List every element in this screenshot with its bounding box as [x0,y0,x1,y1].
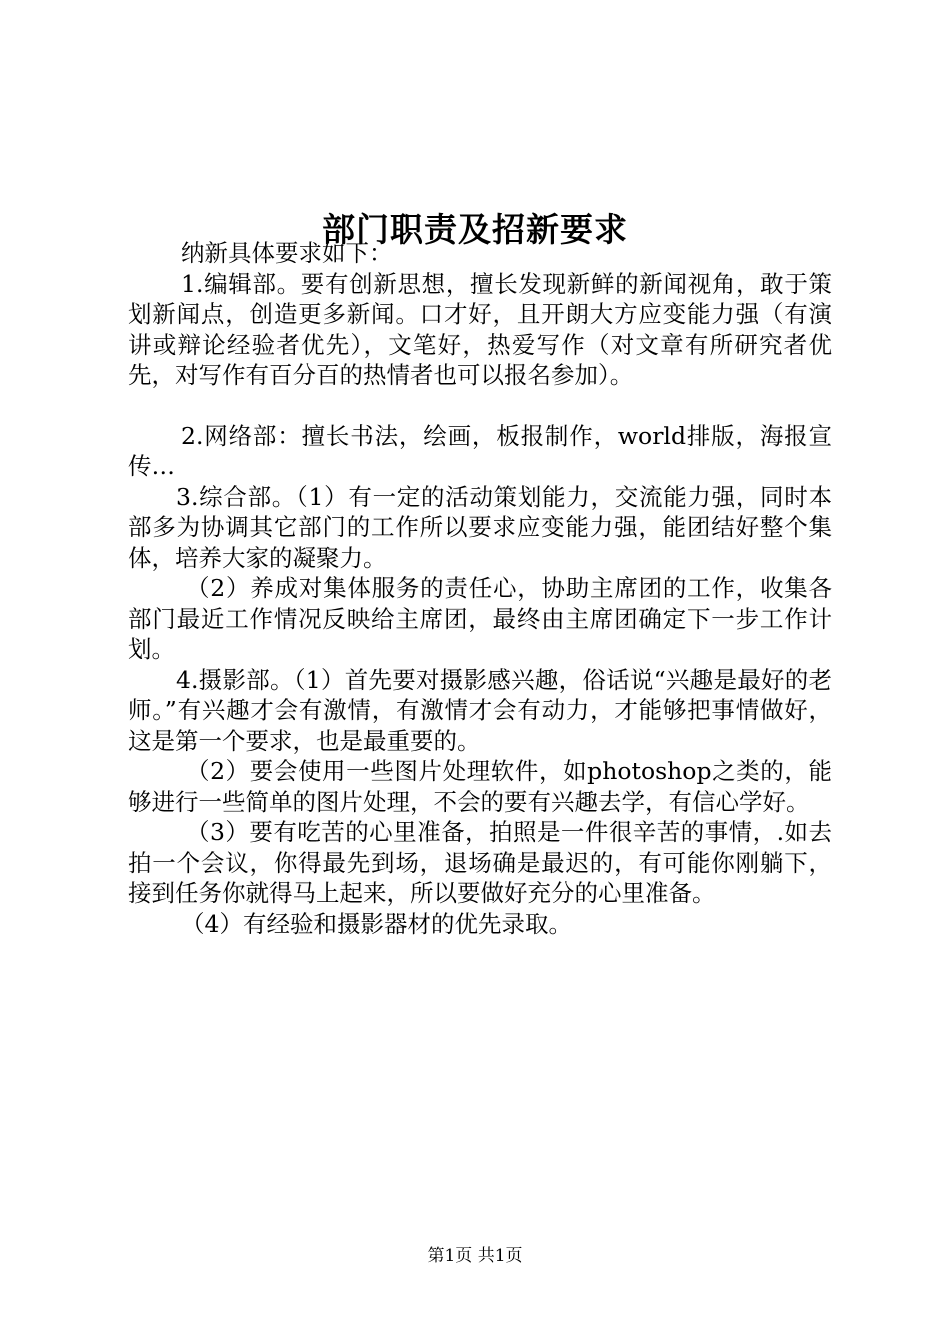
photo-dept-paragraph: 4.摄影部。（1）首先要对摄影感兴趣，俗话说“兴趣是最好的老师。”有兴趣才会有激情，有激情才会有动力，才能够把事情做好，这是第一个要求，也是最重要的。 [128,665,832,755]
document-title: 部门职责及招新要求 [322,210,628,250]
photo-dept-item-3: （3）要有吃苦的心里准备，拍照是一件很辛苦的事情，.如去拍一个会议，你得最先到场，退场确是最迟的，有可能你刚躺下，接到任务你就得马上起来，所以要做好充分的心里准备。 [128,818,832,907]
network-dept-paragraph: 2.网络部：擅长书法，绘画，板报制作，world排版，海报宣传… [128,421,832,480]
general-dept-item-2: （2）养成对集体服务的责任心，协助主席团的工作，收集各部门最近工作情况反映给主席团，最终由主席团确定下一步工作计划。 [128,574,832,663]
photo-dept-item-4: （4）有经验和摄影器材的优先录取。 [181,909,572,938]
photo-dept-item-2: （2）要会使用一些图片处理软件，如photoshop之类的，能够进行一些简单的图片处理，不会的要有兴趣去学，有信心学好。 [128,757,832,816]
editing-dept-paragraph: 1.编辑部。要有创新思想，擅长发现新鲜的新闻视角，敢于策划新闻点，创造更多新闻。口才好，且开朗大方应变能力强（有演讲或辩论经验者优先），文笔好，热爱写作（对文章有所研究者优先，对写作有百分百的热情者也可以报名参加）。 [128,269,832,389]
general-dept-paragraph: 3.综合部。（1）有一定的活动策划能力，交流能力强，同时本部多为协调其它部门的工作所以要求应变能力强，能团结好整个集体，培养大家的凝聚力。 [128,482,832,572]
page-number-footer: 第1页 共1页 [427,1246,523,1266]
document-body [128,238,832,939]
intro-paragraph: 纳新具体要求如下： [181,239,393,267]
paragraph-spacer [128,391,832,421]
